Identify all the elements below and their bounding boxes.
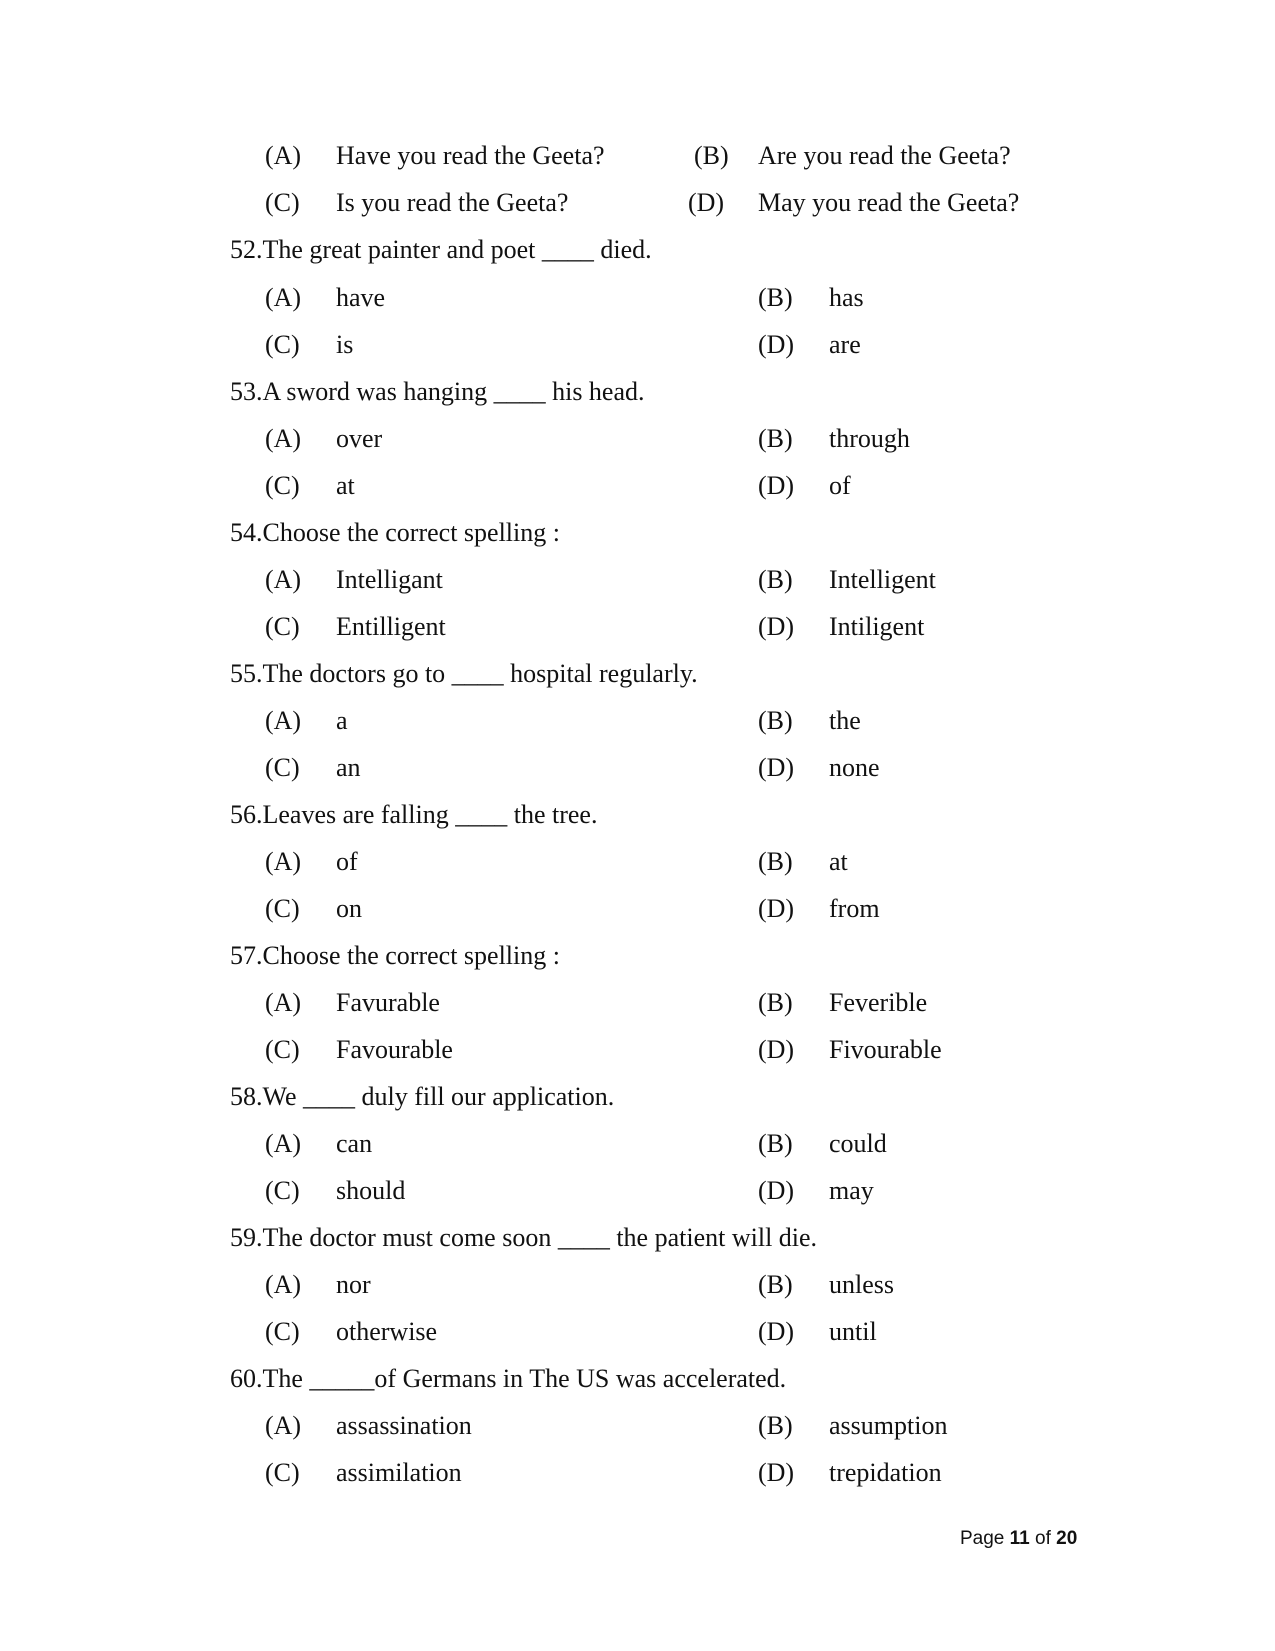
- option-text: may: [829, 1176, 874, 1205]
- question-stem: [230, 1073, 614, 1120]
- option-label: (D): [758, 1176, 795, 1205]
- option-text: Are you read the Geeta?: [758, 141, 1011, 170]
- question-number: 59.: [230, 1223, 263, 1252]
- page-current: 11: [1009, 1528, 1030, 1549]
- question-stem: [230, 650, 698, 697]
- option-text: May you read the Geeta?: [758, 188, 1020, 217]
- option-text: none: [829, 753, 880, 782]
- option-text: of: [829, 471, 851, 500]
- option-row: [0, 274, 1275, 321]
- option-label: (C): [265, 1176, 300, 1205]
- option-text: an: [336, 753, 361, 782]
- option-text: Intiligent: [829, 612, 925, 641]
- option-text: is: [336, 330, 354, 359]
- option-label: (C): [265, 1317, 300, 1346]
- option-text: Entilligent: [336, 612, 446, 641]
- option-text: at: [336, 471, 355, 500]
- option-text: has: [829, 283, 864, 312]
- option-text: are: [829, 330, 861, 359]
- question-number: 55.: [230, 659, 263, 688]
- option-row: [0, 132, 1275, 179]
- option-text: Favourable: [336, 1035, 453, 1064]
- option-row: [0, 885, 1275, 932]
- option-label: (D): [758, 1317, 795, 1346]
- question-stem: [230, 1355, 786, 1402]
- option-text: through: [829, 424, 910, 453]
- option-text: Have you read the Geeta?: [336, 141, 605, 170]
- option-label: (C): [265, 471, 300, 500]
- page-number: [960, 1528, 1077, 1550]
- question-stem: [230, 509, 560, 556]
- option-label: (B): [694, 141, 729, 170]
- option-label: (C): [265, 188, 300, 217]
- option-text: assimilation: [336, 1458, 462, 1487]
- question-stem: [230, 932, 560, 979]
- option-label: (D): [758, 471, 795, 500]
- option-row: [0, 179, 1275, 226]
- question-text: We ____ duly fill our application.: [262, 1082, 615, 1111]
- option-label: (A): [265, 565, 302, 594]
- question-stem: [230, 368, 645, 415]
- option-text: Fivourable: [829, 1035, 942, 1064]
- option-label: (A): [265, 1411, 302, 1440]
- option-text: should: [336, 1176, 406, 1205]
- page-of: of: [1035, 1528, 1051, 1549]
- question-stem: [230, 791, 597, 838]
- option-label: (A): [265, 141, 302, 170]
- option-label: (A): [265, 1270, 302, 1299]
- option-text: Favurable: [336, 988, 440, 1017]
- question-text: The great painter and poet ____ died.: [262, 235, 652, 264]
- option-label: (D): [758, 1035, 795, 1064]
- option-text: from: [829, 894, 880, 923]
- option-label: (B): [758, 988, 793, 1017]
- option-text: Feverible: [829, 988, 928, 1017]
- option-label: (C): [265, 330, 300, 359]
- option-label: (C): [265, 612, 300, 641]
- option-text: nor: [336, 1270, 371, 1299]
- option-row: [0, 979, 1275, 1026]
- option-text: could: [829, 1129, 887, 1158]
- option-label: (D): [758, 894, 795, 923]
- option-text: can: [336, 1129, 373, 1158]
- option-label: (B): [758, 1270, 793, 1299]
- page-total: 20: [1056, 1528, 1078, 1549]
- page-prefix: Page: [960, 1528, 1005, 1549]
- question-number: 54.: [230, 518, 263, 547]
- option-label: (A): [265, 424, 302, 453]
- question-text: Choose the correct spelling :: [262, 941, 560, 970]
- option-text: until: [829, 1317, 877, 1346]
- option-text: a: [336, 706, 348, 735]
- option-label: (D): [758, 330, 795, 359]
- option-row: [0, 321, 1275, 368]
- option-label: (B): [758, 847, 793, 876]
- option-text: have: [336, 283, 386, 312]
- option-row: [0, 1261, 1275, 1308]
- option-row: [0, 1120, 1275, 1167]
- question-text: Leaves are falling ____ the tree.: [262, 800, 598, 829]
- question-stem: [230, 226, 652, 273]
- option-row: [0, 1167, 1275, 1214]
- question-text: The _____of Germans in The US was accelerated.: [262, 1364, 787, 1393]
- option-row: [0, 744, 1275, 791]
- option-label: (B): [758, 1129, 793, 1158]
- option-label: (C): [265, 1458, 300, 1487]
- option-label: (C): [265, 753, 300, 782]
- option-text: on: [336, 894, 362, 923]
- question-stem: [230, 1214, 817, 1261]
- option-row: [0, 462, 1275, 509]
- option-text: of: [336, 847, 358, 876]
- option-label: (A): [265, 1129, 302, 1158]
- option-row: [0, 697, 1275, 744]
- option-label: (B): [758, 283, 793, 312]
- option-label: (D): [758, 753, 795, 782]
- option-row: [0, 1026, 1275, 1073]
- option-label: (C): [265, 894, 300, 923]
- question-text: A sword was hanging ____ his head.: [262, 377, 645, 406]
- question-text: Choose the correct spelling :: [262, 518, 560, 547]
- option-label: (D): [758, 1458, 795, 1487]
- option-label: (A): [265, 283, 302, 312]
- option-label: (A): [265, 988, 302, 1017]
- question-number: 57.: [230, 941, 263, 970]
- option-text: otherwise: [336, 1317, 438, 1346]
- option-row: [0, 556, 1275, 603]
- option-label: (D): [758, 612, 795, 641]
- question-number: 53.: [230, 377, 263, 406]
- option-row: [0, 1402, 1275, 1449]
- option-label: (A): [265, 706, 302, 735]
- question-number: 56.: [230, 800, 263, 829]
- option-label: (B): [758, 706, 793, 735]
- option-label: (B): [758, 565, 793, 594]
- option-text: at: [829, 847, 848, 876]
- option-row: [0, 1308, 1275, 1355]
- question-number: 60.: [230, 1364, 263, 1393]
- option-text: unless: [829, 1270, 894, 1299]
- question-number: 52.: [230, 235, 263, 264]
- option-text: Intelligent: [829, 565, 936, 594]
- option-label: (B): [758, 424, 793, 453]
- option-row: [0, 838, 1275, 885]
- option-text: assumption: [829, 1411, 948, 1440]
- option-label: (B): [758, 1411, 793, 1440]
- question-number: 58.: [230, 1082, 263, 1111]
- option-text: Is you read the Geeta?: [336, 188, 569, 217]
- option-row: [0, 603, 1275, 650]
- question-text: The doctors go to ____ hospital regularly.: [262, 659, 698, 688]
- option-text: the: [829, 706, 861, 735]
- question-text: The doctor must come soon ____ the patient will die.: [262, 1223, 818, 1252]
- option-row: [0, 415, 1275, 462]
- option-label: (A): [265, 847, 302, 876]
- option-text: Intelligant: [336, 565, 443, 594]
- option-text: trepidation: [829, 1458, 942, 1487]
- option-label: (D): [688, 188, 725, 217]
- option-text: assassination: [336, 1411, 472, 1440]
- option-text: over: [336, 424, 383, 453]
- option-row: [0, 1449, 1275, 1496]
- option-label: (C): [265, 1035, 300, 1064]
